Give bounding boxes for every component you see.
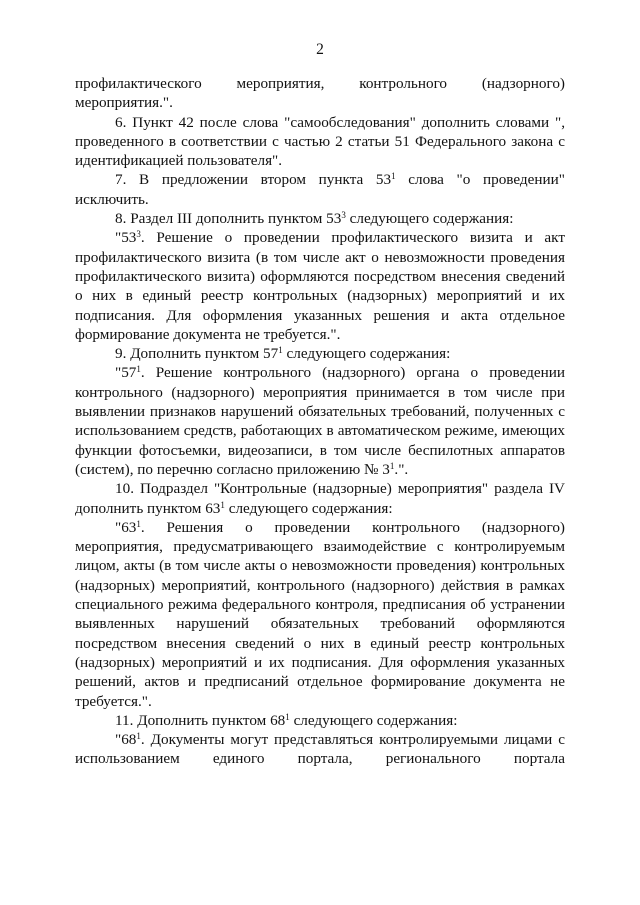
superscript: 1 <box>136 518 141 529</box>
quote-53-start: "53 <box>115 229 137 247</box>
quote-57-text: . Решение контрольного (надзорного) органа о проведении контрольного (надзорного) мероприятия принимается в том числе при выявлении признаков нарушений обязательных требований, полученных с использованием средств, работающих в автоматическом режиме, имеющих функции фотосъемки, видеозаписи, в том числе беспилотных аппаратов (систем), по перечню согласно приложению № 3 <box>75 364 565 478</box>
paragraph-item-10 <box>75 479 565 518</box>
item-10-text: 10. Подраздел "Контрольные (надзорные) мероприятия" раздела IV дополнить пунктом 63 <box>75 480 565 517</box>
paragraph-quote-53-3 <box>75 228 565 344</box>
paragraph-item-6: 6. Пункт 42 после слова "самообследования" дополнить словами ", проведенного в соответствии с частью 2 статьи 51 Федерального закона с идентификацией пользователя". <box>75 113 565 170</box>
item-9-text: 9. Дополнить пунктом 57 <box>115 345 279 363</box>
superscript: 1 <box>220 499 225 510</box>
paragraph-item-9 <box>75 344 565 363</box>
paragraph-quote-63-1 <box>75 518 565 711</box>
quote-68-text: . Документы могут представляться контролируемыми лицами с использованием единого портала, регионального портала <box>75 731 565 768</box>
item-7-text: 7. В предложении втором пункта 53 <box>115 171 392 189</box>
quote-63-text: . Решения о проведении контрольного (надзорного) мероприятия, предусматривающего взаимодействие с контролируемым лицом, акты (в том числе акты о невозможности проведения) контрольных (надзорных) мероприятий, контрольного (надзорного) действия в рамках специального режима федерального контроля, предписания об устранении выявленных нарушений обязательных требований оформляются посредством внесения сведений о них в единый реестр контрольных (надзорных) мероприятий и их подписания. Для оформления указанных решений, актов и предписаний отдельное формирование документа не требуется.". <box>75 518 565 710</box>
quote-63-start: "63 <box>115 518 137 536</box>
item-9-text-end: следующего содержания: <box>282 345 451 363</box>
superscript: 1 <box>136 731 141 742</box>
item-7-text-end: слова "о проведении" исключить. <box>75 171 565 208</box>
paragraph-continuation: профилактического мероприятия, контрольного (надзорного) мероприятия.". <box>75 75 565 112</box>
superscript: 3 <box>341 210 346 221</box>
item-8-text: 8. Раздел III дополнить пунктом 53 <box>115 210 342 228</box>
quote-53-text: . Решение о проведении профилактического визита и акт профилактического визита (в том числе акт о невозможности проведения профилактического визита) оформляются посредством внесения сведений о них в единый реестр контрольных (надзорных) мероприятий и их подписания. Для оформления указанных решения и акта отдельное формирование документа не требуется.". <box>75 229 565 343</box>
paragraph-item-11 <box>75 711 565 730</box>
item-8-text-end: следующего содержания: <box>345 210 514 228</box>
document-body <box>75 74 565 769</box>
paragraph-quote-57-1 <box>75 363 565 479</box>
item-11-text: 11. Дополнить пунктом 68 <box>115 711 286 729</box>
item-10-text-end: следующего содержания: <box>224 499 393 517</box>
superscript: 1 <box>285 711 290 722</box>
superscript: 3 <box>136 229 141 240</box>
superscript: 1 <box>389 460 395 471</box>
quote-57-start: "57 <box>115 364 137 382</box>
superscript: 1 <box>391 171 396 182</box>
paragraph-item-8 <box>75 209 565 228</box>
page-number: 2 <box>316 41 324 58</box>
quote-57-end: .". <box>394 460 409 478</box>
superscript: 1 <box>136 364 141 375</box>
quote-68-start: "68 <box>115 731 137 749</box>
superscript: 1 <box>278 345 283 356</box>
item-11-text-end: следующего содержания: <box>289 711 458 729</box>
paragraph-quote-68-1 <box>75 730 565 769</box>
paragraph-item-7 <box>75 170 565 209</box>
